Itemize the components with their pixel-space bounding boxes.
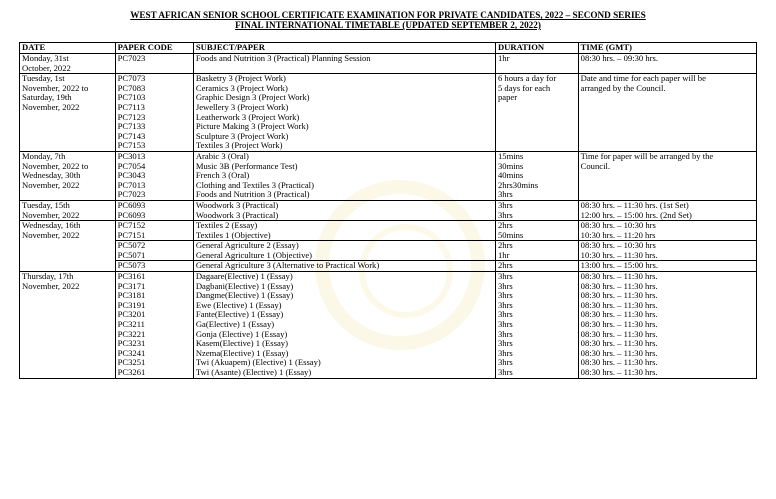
subject-line: General Agriculture 1 (Objective) — [195, 249, 313, 260]
duration-line: 3hrs — [497, 290, 513, 301]
date-line: Tuesday, 1st — [22, 73, 65, 84]
duration-line: 2hrs — [497, 240, 513, 251]
duration-line: 3hrs — [497, 338, 513, 349]
time-line: 08:30 hrs. – 11:30 hrs. — [580, 367, 658, 377]
table-row — [20, 261, 757, 272]
table-row — [20, 221, 757, 241]
time-line: 08:30 hrs. – 11:30 hrs. — [580, 357, 658, 368]
paper-code-cell — [115, 200, 193, 220]
paper-code-cell — [115, 74, 193, 152]
time-line: arranged by the Council. — [580, 82, 666, 93]
column-header-duration: DURATION — [495, 43, 578, 54]
subject-line: Picture Making 3 (Project Work) — [195, 121, 309, 132]
paper-code-line: PC7013 — [117, 179, 146, 190]
paper-code-line: PC5072 — [117, 240, 146, 251]
duration-line: 5 days for each — [497, 82, 551, 93]
date-line: Tuesday, 15th — [22, 199, 70, 210]
duration-line: 2hrs — [497, 220, 513, 231]
paper-code-line: PC7151 — [117, 229, 146, 240]
duration-line: 3hrs — [497, 280, 513, 291]
duration-line: 1hr — [497, 249, 510, 260]
duration-line: 3hrs — [497, 209, 513, 220]
paper-code-line: PC3161 — [117, 271, 146, 282]
subject-line: Textiles 3 (Project Work) — [195, 140, 283, 151]
duration-line: 1hr — [497, 53, 510, 63]
subject-line: General Agriculture 2 (Essay) — [195, 240, 299, 251]
duration-cell — [495, 272, 578, 379]
duration-line: 3hrs — [497, 299, 513, 310]
date-cell — [20, 151, 116, 200]
time-cell — [578, 272, 756, 379]
time-cell — [578, 261, 756, 272]
time-cell — [578, 151, 756, 200]
paper-code-line: PC6093 — [117, 209, 146, 220]
header-title: WEST AFRICAN SENIOR SCHOOL CERTIFICATE EXAMINATION FOR PRIVATE CANDIDATES, 2022 – SECOND SERIES — [130, 10, 646, 20]
subject-line: Dangme(Elective) 1 (Essay) — [195, 290, 294, 301]
paper-code-line: PC3181 — [117, 290, 146, 301]
time-cell — [578, 200, 756, 220]
subject-line: Twi (Asante) (Elective) 1 (Essay) — [195, 367, 312, 377]
column-header-time: TIME (GMT) — [578, 43, 756, 54]
duration-line: 3hrs — [497, 367, 513, 377]
paper-code-cell — [115, 54, 193, 74]
subject-cell — [193, 151, 495, 200]
table-header-row — [20, 43, 757, 54]
subject-line: Ewe (Elective) 1 (Essay) — [195, 299, 282, 310]
subject-cell — [193, 261, 495, 272]
paper-code-line: PC3043 — [117, 170, 146, 181]
paper-code-line: PC3241 — [117, 347, 146, 358]
duration-line: 30mins — [497, 160, 524, 171]
subject-line: Kasem(Elective) 1 (Essay) — [195, 338, 288, 349]
paper-code-line: PC6093 — [117, 199, 146, 210]
subject-line: Jewellery 3 (Project Work) — [195, 101, 289, 112]
duration-cell — [495, 74, 578, 152]
date-line: November, 2022 — [22, 280, 80, 291]
column-header-paper-code: PAPER CODE — [115, 43, 193, 54]
date-line: Wednesday, 30th — [22, 170, 81, 181]
duration-line: 3hrs — [497, 357, 513, 368]
time-line: 08:30 hrs. – 09:30 hrs. — [580, 53, 658, 63]
paper-code-line: PC5071 — [117, 249, 146, 260]
paper-code-line: PC7083 — [117, 82, 146, 93]
subject-line: Woodwork 3 (Practical) — [195, 199, 279, 210]
paper-code-line: PC3201 — [117, 309, 146, 320]
duration-line: 2hrs — [497, 260, 513, 271]
time-line: Council. — [580, 160, 611, 171]
duration-cell — [495, 261, 578, 272]
paper-code-line: PC7054 — [117, 160, 146, 171]
subject-line: Textiles 1 (Objective) — [195, 229, 271, 240]
time-line: 08:30 hrs. – 11:30 hrs. — [580, 290, 658, 301]
subject-line: Twi (Akuapem) (Elective) 1 (Essay) — [195, 357, 321, 368]
header-subtitle: FINAL INTERNATIONAL TIMETABLE (UPDATED SEPTEMBER 2, 2022) — [235, 20, 541, 30]
paper-code-line: PC7023 — [117, 53, 146, 63]
table-row — [20, 241, 757, 261]
paper-code-line: PC7103 — [117, 92, 146, 103]
paper-code-line: PC5073 — [117, 260, 146, 271]
time-line: 08:30 hrs. – 11:30 hrs. — [580, 271, 658, 282]
table-row — [20, 54, 757, 74]
paper-code-cell — [115, 272, 193, 379]
time-line: Date and time for each paper will be — [580, 73, 706, 84]
duration-cell — [495, 221, 578, 241]
date-line: Wednesday, 16th — [22, 220, 81, 231]
column-header-date: DATE — [20, 43, 116, 54]
table-row — [20, 272, 757, 379]
paper-code-line: PC7023 — [117, 189, 146, 200]
duration-line: 15mins — [497, 150, 524, 161]
time-line: Time for paper will be arranged by the — [580, 150, 714, 161]
paper-code-line: PC3251 — [117, 357, 146, 368]
subject-line: Arabic 3 (Oral) — [195, 150, 249, 161]
subject-line: Leatherwork 3 (Project Work) — [195, 111, 300, 122]
paper-code-line: PC7113 — [117, 101, 145, 112]
subject-line: Dagaare(Elective) 1 (Essay) — [195, 271, 293, 282]
time-line: 08:30 hrs. – 10:30 hrs — [580, 240, 656, 251]
duration-cell — [495, 54, 578, 74]
paper-code-line: PC7143 — [117, 130, 146, 141]
paper-code-line: PC3013 — [117, 150, 146, 161]
time-cell — [578, 74, 756, 152]
date-line: November, 2022 to — [22, 160, 89, 171]
duration-line: 3hrs — [497, 328, 513, 339]
subject-line: Fante(Elective) 1 (Essay) — [195, 309, 284, 320]
duration-line: 2hrs30mins — [497, 179, 539, 190]
duration-line: 3hrs — [497, 309, 513, 320]
time-cell — [578, 241, 756, 261]
date-line: November, 2022 — [22, 101, 80, 112]
subject-line: Woodwork 3 (Practical) — [195, 209, 279, 220]
time-cell — [578, 221, 756, 241]
subject-line: Textiles 2 (Essay) — [195, 220, 258, 231]
duration-line: 3hrs — [497, 319, 513, 330]
timetable-body — [20, 54, 757, 379]
paper-code-cell — [115, 151, 193, 200]
date-cell — [20, 200, 116, 220]
subject-line: Gonja (Elective) 1 (Essay) — [195, 328, 288, 339]
time-line: 10:30 hrs. – 11:20 hrs — [580, 229, 656, 240]
duration-cell — [495, 151, 578, 200]
date-cell — [20, 54, 116, 74]
paper-code-cell — [115, 261, 193, 272]
paper-code-line: PC3211 — [117, 319, 145, 330]
paper-code-line: PC7133 — [117, 121, 146, 132]
subject-cell — [193, 74, 495, 152]
subject-line: Clothing and Textiles 3 (Practical) — [195, 179, 314, 190]
time-line: 08:30 hrs. – 10:30 hrs — [580, 220, 656, 231]
date-cell — [20, 272, 116, 379]
date-cell — [20, 261, 116, 272]
subject-line: French 3 (Oral) — [195, 170, 250, 181]
date-line: October, 2022 — [22, 62, 71, 73]
subject-line: General Agriculture 3 (Alternative to Practical Work) — [195, 260, 380, 271]
subject-line: Graphic Design 3 (Project Work) — [195, 92, 310, 103]
document-header — [0, 10, 776, 30]
paper-code-line: PC3191 — [117, 299, 146, 310]
duration-cell — [495, 200, 578, 220]
subject-cell — [193, 272, 495, 379]
time-line: 08:30 hrs. – 11:30 hrs. (1st Set) — [580, 199, 689, 210]
date-line: Monday, 31st — [22, 53, 69, 63]
date-line: Thursday, 17th — [22, 271, 74, 282]
subject-line: Ceramics 3 (Project Work) — [195, 82, 288, 93]
subject-cell — [193, 221, 495, 241]
time-cell — [578, 54, 756, 74]
subject-cell — [193, 200, 495, 220]
paper-code-line: PC7073 — [117, 73, 146, 84]
duration-line: paper — [497, 92, 518, 103]
duration-line: 50mins — [497, 229, 524, 240]
paper-code-line: PC7123 — [117, 111, 146, 122]
duration-line: 6 hours a day for — [497, 73, 557, 84]
subject-line: Sculpture 3 (Project Work) — [195, 130, 289, 141]
subject-line: Ga(Elective) 1 (Essay) — [195, 319, 275, 330]
subject-cell — [193, 54, 495, 74]
time-line: 12:00 hrs. – 15:00 hrs. (2nd Set) — [580, 209, 692, 220]
time-line: 08:30 hrs. – 11:30 hrs. — [580, 299, 658, 310]
date-cell — [20, 241, 116, 261]
duration-cell — [495, 241, 578, 261]
paper-code-line: PC3231 — [117, 338, 146, 349]
duration-line: 3hrs — [497, 189, 513, 200]
subject-line: Basketry 3 (Project Work) — [195, 73, 286, 84]
time-line: 08:30 hrs. – 11:30 hrs. — [580, 309, 658, 320]
subject-line: Dagbani(Elective) 1 (Essay) — [195, 280, 294, 291]
paper-code-line: PC3221 — [117, 328, 146, 339]
time-line: 08:30 hrs. – 11:30 hrs. — [580, 347, 658, 358]
subject-line: Foods and Nutrition 3 (Practical) Planning Session — [195, 53, 371, 63]
paper-code-line: PC3171 — [117, 280, 146, 291]
time-line: 13:00 hrs. – 15:00 hrs. — [580, 260, 658, 271]
duration-line: 3hrs — [497, 271, 513, 282]
time-line: 08:30 hrs. – 11:30 hrs. — [580, 328, 658, 339]
subject-line: Music 3B (Performance Test) — [195, 160, 298, 171]
timetable-table — [19, 42, 757, 379]
date-cell — [20, 221, 116, 241]
subject-cell — [193, 241, 495, 261]
column-header-subject: SUBJECT/PAPER — [193, 43, 495, 54]
time-line: 08:30 hrs. – 11:30 hrs. — [580, 280, 658, 291]
duration-line: 40mins — [497, 170, 524, 181]
table-row — [20, 74, 757, 152]
paper-code-cell — [115, 241, 193, 261]
paper-code-line: PC3261 — [117, 367, 146, 377]
duration-line: 3hrs — [497, 347, 513, 358]
time-line: 08:30 hrs. – 11:30 hrs. — [580, 338, 658, 349]
subject-line: Nzema(Elective) 1 (Essay) — [195, 347, 289, 358]
time-line: 08:30 hrs. – 11:30 hrs. — [580, 319, 658, 330]
paper-code-line: PC7152 — [117, 220, 146, 231]
date-cell — [20, 74, 116, 152]
date-line: Monday, 7th — [22, 150, 66, 161]
date-line: November, 2022 — [22, 179, 80, 190]
date-line: November, 2022 — [22, 209, 80, 220]
subject-line: Foods and Nutrition 3 (Practical) — [195, 189, 310, 200]
paper-code-cell — [115, 221, 193, 241]
duration-line: 3hrs — [497, 199, 513, 210]
paper-code-line: PC7153 — [117, 140, 146, 151]
table-row — [20, 200, 757, 220]
date-line: November, 2022 — [22, 229, 80, 240]
time-line: 10:30 hrs. – 11:30 hrs. — [580, 249, 658, 260]
table-row — [20, 151, 757, 200]
date-line: November, 2022 to — [22, 82, 89, 93]
date-line: Saturday, 19th — [22, 92, 72, 103]
